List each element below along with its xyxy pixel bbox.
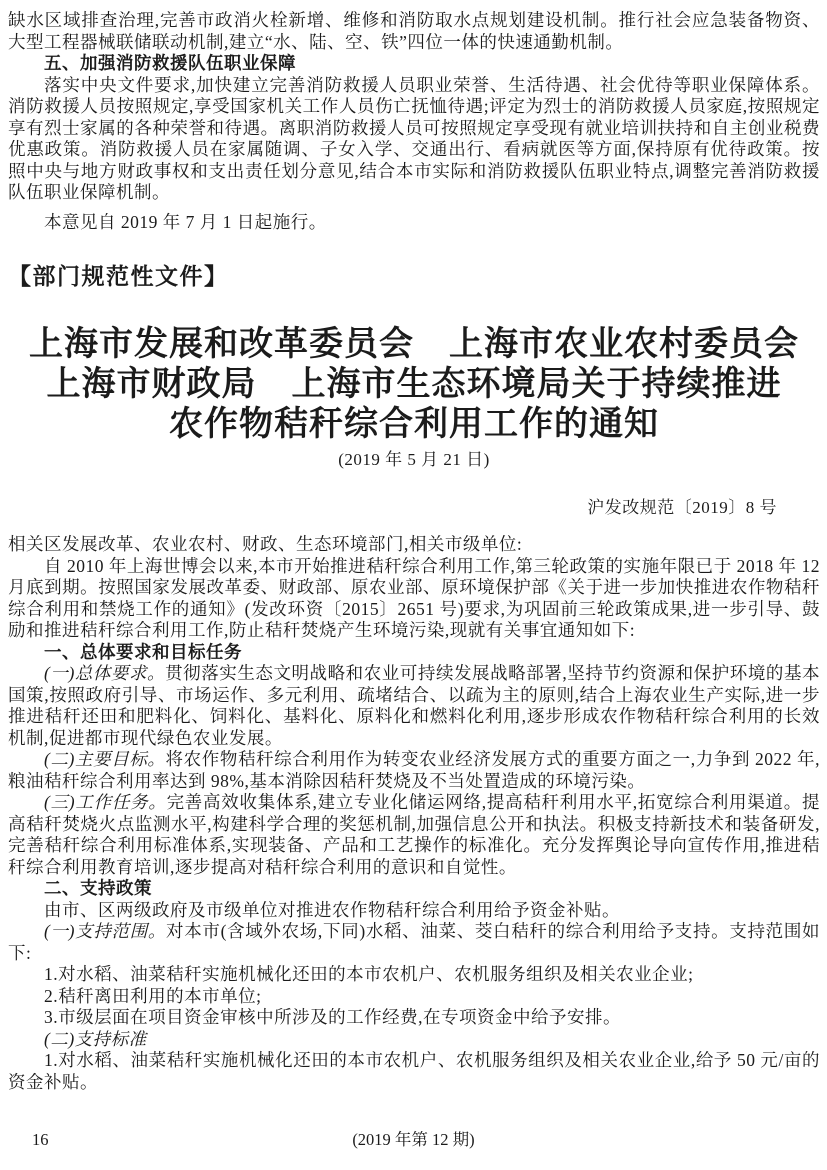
section-1-item-1-label: (一)总体要求。 [44, 663, 166, 683]
scope-item-3: 3.市级层面在项目资金审核中所涉及的工作经费,在专项资金中给予安排。 [44, 1007, 621, 1027]
document-number: 沪发改规范〔2019〕8 号 [587, 498, 777, 517]
notice-title-line-1: 上海市发展和改革委员会 上海市农业农村委员会 [29, 326, 799, 363]
scope-item-2: 2.秸秆离田利用的本市单位; [44, 985, 262, 1006]
notice-title-line-2: 上海市财政局 上海市生态环境局关于持续推进 [46, 366, 782, 403]
notice-title-line-3: 农作物秸秆综合利用工作的通知 [169, 406, 659, 443]
section-1-heading: 一、总体要求和目标任务 [44, 641, 242, 662]
section-1-item-1-text: 贯彻落实生态文明战略和农业可持续发展战略部署,坚持节约资源和保护环境的基本国策,按照政府引导、市场运作、多元利用、疏堵结合、以疏为主的原则,结合上海农业生产实际,进一步推进秸秆还田和肥料化、饲料化、基料化、原料化和燃料化利用,逐步形成农作物秸秆综合利用的长效机制,促进都市现代绿色农业发展。 [8, 663, 821, 748]
page-number: 16 [32, 1130, 49, 1149]
support-scope-label: (一)支持范围。 [44, 921, 167, 941]
support-scope-paragraph [8, 921, 820, 964]
issue-label: (2019 年第 12 期) [352, 1130, 475, 1149]
effective-date-line: 本意见自 2019 年 7 月 1 日起施行。 [44, 211, 327, 232]
standard-item-1: 1.对水稻、油菜秸秆实施机械化还田的本市农机户、农机服务组织及相关农业企业,给予 50 元/亩的资金补贴。 [8, 1050, 820, 1092]
section-2-heading: 二、支持政策 [44, 878, 152, 898]
notice-title [8, 325, 820, 445]
section-1-item-2-text: 将农作物秸秆综合利用作为转变农业经济发展方式的重要方面之一,力争到 2022 年,粮油秸秆综合利用率达到 98%,基本消除因秸秆焚烧及不当处置造成的环境污染。 [8, 749, 821, 791]
section-1-item-3 [8, 792, 820, 878]
section-1-item-2 [8, 749, 820, 792]
page-footer [0, 1130, 827, 1150]
scope-item-1: 1.对水稻、油菜秸秆实施机械化还田的本市农机户、农机服务组织及相关农业企业; [44, 964, 694, 984]
section-5-paragraph: 落实中央文件要求,加快建立完善消防救援人员职业荣誉、生活待遇、社会优待等职业保障体系。消防救援人员按照规定,享受国家机关工作人员伤亡抚恤待遇;评定为烈士的消防救援人员家庭,按照规定享有烈士家属的各种荣誉和待遇。离职消防救援人员可按照规定享受现有就业培训扶持和自主创业税费优惠政策。消防救援人员在家属随调、子女入学、交通出行、看病就医等方面,保持原有优待政策。按照中央与地方财政事权和支出责任划分意见,结合本市实际和消防救援队伍职业特点,调整完善消防救援队伍职业保障机制。 [8, 74, 820, 202]
section-1-item-2-label: (二)主要目标。 [44, 749, 166, 769]
intro-paragraph: 自 2010 年上海世博会以来,本市开始推进秸秆综合利用工作,第三轮政策的实施年限已于 2018 年 12 月底到期。按照国家发展改革委、财政部、原农业部、原环境保护部《关于进一步加快推进农作物秸秆综合利用和禁烧工作的通知》(发改环资〔2015〕2651 号)要求,为巩固前三轮政策成果,进一步引导、鼓励和推进秸秆综合利用工作,防止秸秆焚烧产生环境污染,现就有关事宜通知如下: [8, 555, 820, 640]
section-5-heading: 五、加强消防救援队伍职业保障 [44, 53, 296, 73]
support-scope-text: 对本市(含域外农场,下同)水稻、油菜、茭白秸秆的综合利用给予支持。支持范围如下: [8, 921, 820, 963]
section-2-lead: 由市、区两级政府及市级单位对推进农作物秸秆综合利用给予资金补贴。 [44, 899, 620, 920]
section-1-item-1 [8, 663, 820, 749]
previous-document-continuation-paragraph: 缺水区域排查治理,完善市政消火栓新增、维修和消防取水点规划建设机制。推行社会应急装备物资、大型工程器械联储联动机制,建立“水、陆、空、铁”四位一体的快速通勤机制。 [8, 10, 820, 52]
section-1-item-3-text: 完善高效收集体系,建立专业化储运网络,提高秸秆利用水平,拓宽综合利用渠道。提高秸秆焚烧火点监测水平,构建科学合理的奖惩机制,加强信息公开和执法。积极支持新技术和装备研发,完善秸秆综合利用标准体系,实现装备、产品和工艺操作的标准化。充分发挥舆论导向宣传作用,推进秸秆综合利用教育培训,逐步提高对秸秆综合利用的意识和自觉性。 [8, 792, 820, 877]
notice-date: (2019 年 5 月 21 日) [338, 450, 490, 469]
category-header: 【部门规范性文件】 [8, 263, 229, 289]
salutation-line: 相关区发展改革、农业农村、财政、生态环境部门,相关市级单位: [8, 534, 523, 554]
support-standard-label: (二)支持标准 [44, 1028, 147, 1049]
section-1-item-3-label: (三)工作任务。 [44, 792, 167, 812]
